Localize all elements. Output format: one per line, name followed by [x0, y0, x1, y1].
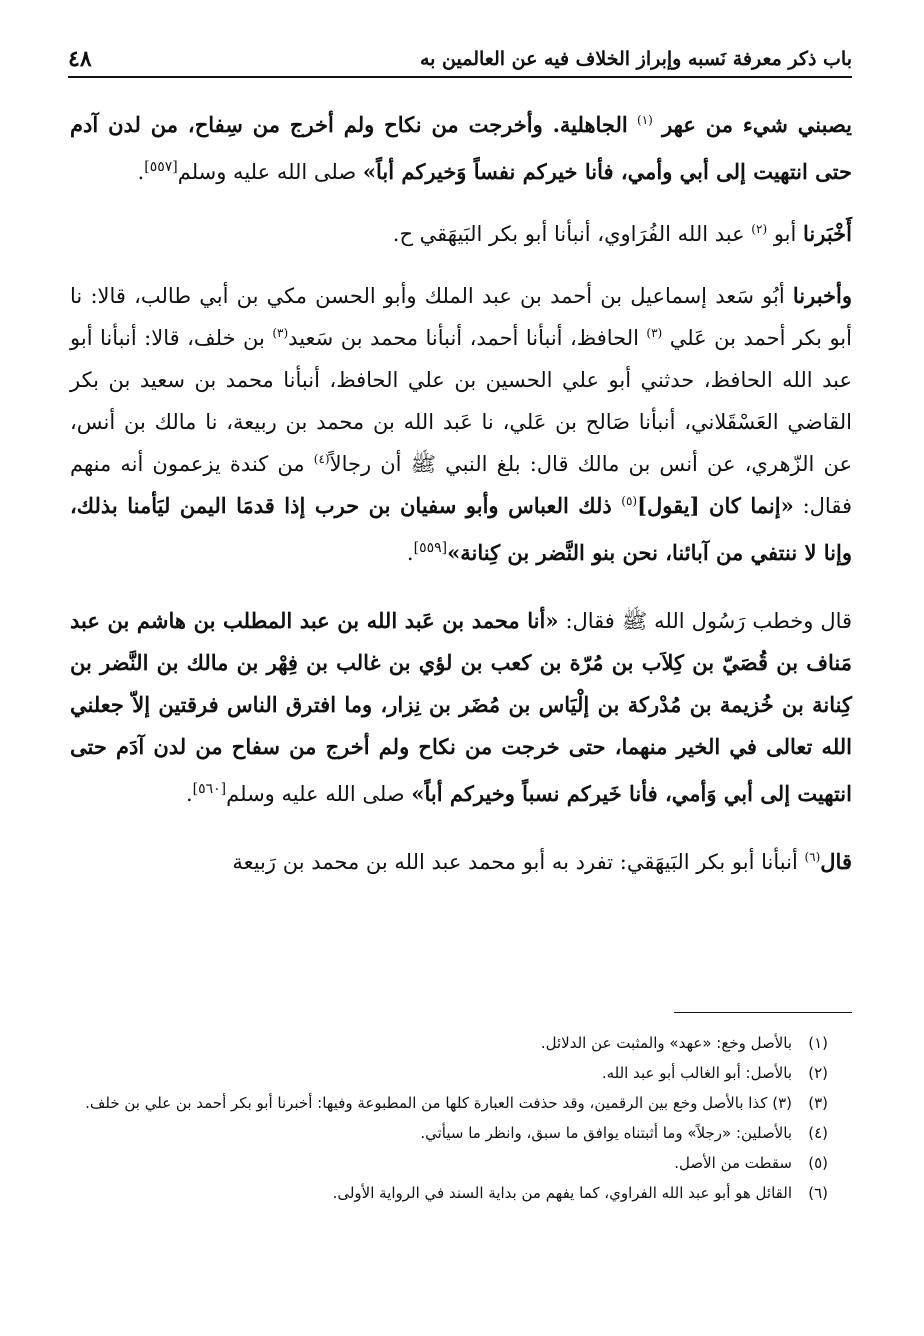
- footnote-marker: (٦): [804, 850, 821, 864]
- narration-text: قال وخطب رَسُول الله ﷺ فقال:: [558, 609, 853, 633]
- chain-lead-word: وأخبرنا: [792, 283, 852, 308]
- chain-lead-word: أَخْبَرنا: [803, 221, 852, 246]
- footnote-text: بالأصل: أبو الغالب أبو عبد الله.: [601, 1064, 792, 1082]
- chain-lead-word: قال: [820, 849, 852, 874]
- quote-text: «أنا محمد بن عَبد الله بن عبد المطلب بن هاشم بن عبد مَناف بن قُصَيّ بن كِلاَب بن مُرّة بن كعب بن لؤي بن غالب بن فِهْر بن مالك بن النَّضر بن كِنانة بن خُزيمة بن مُدْركة بن إلْيَاس بن مُضَر بن نِزار، وما افترق الناس فرقتين إلاّ جعلني الله تعالى في الخير منهما، حتى خرجت من نكاح ولم أخرج من سفاح من لدن آدَم حتى انتهيت إلى أبي وَأمي، فأنا خَيركم نسباً وخيركم أباً»: [70, 608, 852, 806]
- footnote-text: سقطت من الأصل.: [674, 1154, 792, 1172]
- running-header: [68, 42, 852, 78]
- chain-text: بن خلف، قالا: أنبأنا أبو عبد الله الحافظ، حدثني أبو علي الحسين بن علي الحافظ، أنبأنا محمد بن سعيد بن بكر القاضي العَسْقَلاني، أنبأنا صَالح بن عَلي، نا عَبد الله بن محمد بن ربيعة، نا مالك بن أنس، عن الزّهري، عن أنس بن مالك قال: بلغ النبي ﷺ أن رجالاً: [70, 326, 852, 476]
- paragraph-end: .: [406, 541, 414, 565]
- footnote-text: بالأصل وخع: «عهد» والمثبت عن الدلائل.: [540, 1034, 792, 1052]
- paragraph-5: [70, 841, 852, 883]
- footnote-number: (١): [808, 1034, 828, 1052]
- footnote-number: (٦): [808, 1184, 828, 1202]
- paragraph-1: [70, 104, 852, 193]
- footnote-text: (٣) كذا بالأصل وخع بين الرقمين، وقد حذفت العبارة كلها من المطبوعة وفيها: أخبرنا أبو بكر أحمد بن علي بن خلف.: [85, 1094, 792, 1112]
- paragraph-3: [70, 275, 852, 574]
- footnote-number: (٢): [808, 1064, 828, 1082]
- quote-text: الجاهلية. وأخرجت من نكاح ولم أخرج من سِفاح، من لدن آدم حتى انتهيت إلى أبي وأمي، فأنا خيركم نفساً وَخيركم أباً»: [70, 112, 852, 184]
- blessing-text: صلى الله عليه وسلم: [226, 782, 412, 806]
- page-number: ٤٨: [68, 46, 92, 72]
- footnote-item: [70, 1088, 828, 1118]
- paragraph-end: .: [137, 160, 145, 184]
- footnote-marker: (٥): [621, 494, 638, 508]
- chain-text: من كندة يزعمون أنه منهم فقال:: [70, 452, 852, 518]
- footnote-number: (٣): [808, 1094, 828, 1112]
- footnote-item: [70, 1058, 828, 1088]
- footnote-item: [70, 1178, 828, 1208]
- chain-text: عبد الله الفُرَاوي، أنبأنا أبو بكر البَيهَقي ح.: [392, 222, 752, 246]
- paragraph-end: .: [185, 782, 193, 806]
- chain-text: أنبأنا أبو بكر البَيهَقي: تفرد به أبو محمد عبد الله بن محمد بن رَبيعة: [232, 850, 805, 874]
- chain-text: أبُو سَعد إسماعيل بن أحمد بن عبد الملك وأبو الحسن مكي بن أبي طالب، قالا: نا أبو بكر أحمد بن عَلي: [70, 284, 852, 350]
- paragraph-4: [70, 600, 852, 815]
- footnote-marker: (٣): [646, 326, 663, 340]
- hadith-number: [٥٥٩]: [413, 540, 448, 556]
- footnote-item: [70, 1118, 828, 1148]
- hadith-number: [٥٥٧]: [144, 159, 178, 175]
- quote-text: ذلك العباس وأبو سفيان بن حرب إذا قدمَا اليمن ليَأمنا بذلك، وإنا لا ننتفي من آبائنا، نحن بنو النَّضر بن كِنانة»: [70, 493, 852, 565]
- footnote-number: (٥): [808, 1154, 828, 1172]
- footnotes: [70, 1028, 828, 1208]
- footnote-text: بالأصلين: «رجلاً» وما أثبتناه يوافق ما سبق، وانظر ما سيأتي.: [420, 1124, 792, 1142]
- quote-text: يصبني شيء من عهر: [662, 112, 853, 137]
- chain-text: الحافظ، أنبأنا أحمد، أنبأنا محمد بن سَعيد: [288, 326, 647, 350]
- quote-text: «إنما كان [يقول]: [637, 493, 794, 518]
- header-title: باب ذكر معرفة نَسبه وإبراز الخلاف فيه عن العالمين به: [419, 48, 852, 70]
- chain-text: أبو: [773, 222, 804, 246]
- footnote-marker: (٢): [751, 222, 768, 236]
- footnote-item: [70, 1028, 828, 1058]
- footnote-marker: (٤): [313, 452, 330, 466]
- main-text: [70, 104, 852, 903]
- blessing-text: صلى الله عليه وسلم: [177, 160, 363, 184]
- footnote-marker: (١): [637, 113, 653, 127]
- paragraph-2: [70, 213, 852, 255]
- hadith-number: [٥٦٠]: [192, 781, 227, 797]
- footnote-number: (٤): [808, 1124, 828, 1142]
- footnote-text: القائل هو أبو عبد الله الفراوي، كما يفهم من بداية السند في الرواية الأولى.: [332, 1184, 792, 1202]
- footnote-item: [70, 1148, 828, 1178]
- footnote-divider: [674, 1012, 852, 1013]
- footnote-marker: (٣): [272, 326, 289, 340]
